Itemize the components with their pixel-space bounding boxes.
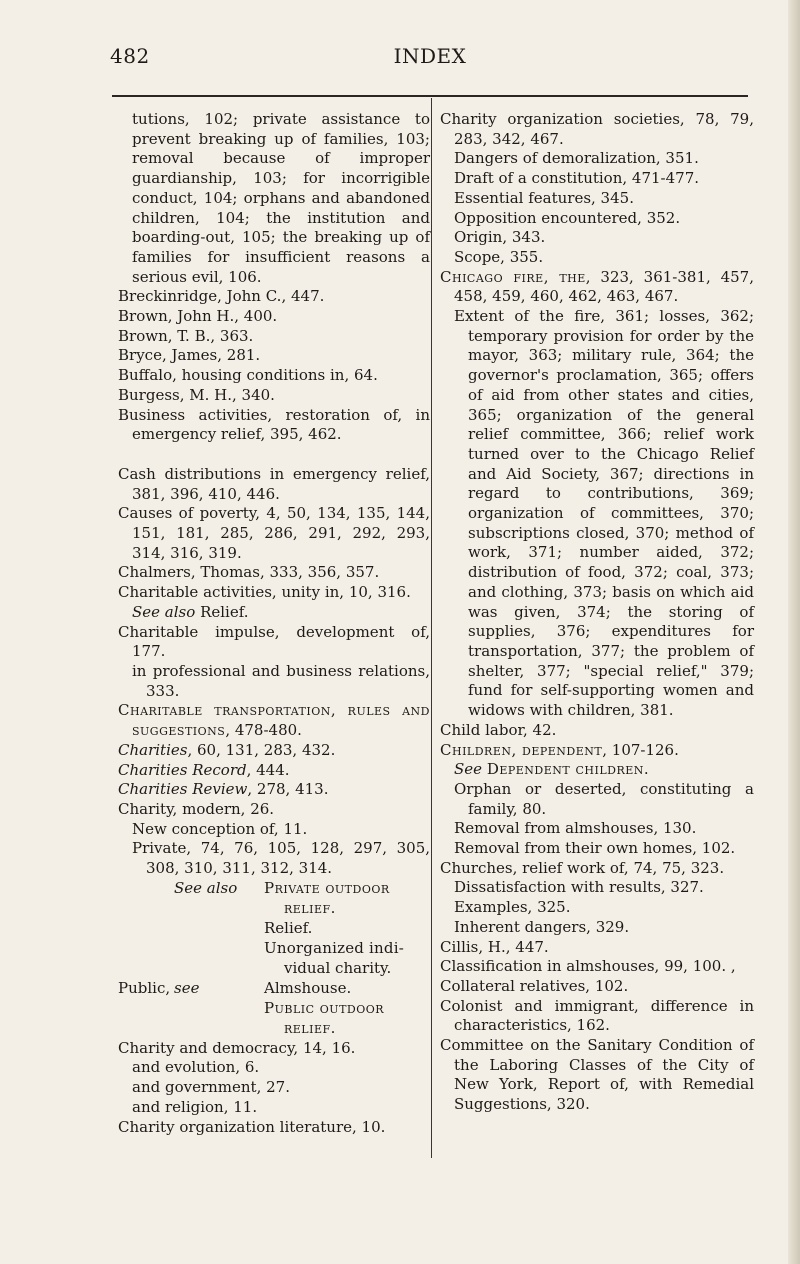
index-entry: Brown, John H., 400. — [118, 307, 278, 326]
entry-heading: Charities Review — [118, 780, 248, 799]
index-entry: Charity organization literature, 10. — [118, 1117, 386, 1136]
index-entry: Dissatisfaction with results, 327. — [454, 878, 704, 897]
index-entry — [118, 701, 430, 740]
index-entry: Dangers of demoralization, 351. — [454, 149, 699, 168]
index-entry: Examples, 325. — [454, 898, 571, 917]
index-entry: Cillis, H., 447. — [440, 937, 549, 956]
index-entry: Inherent dangers, 329. — [454, 917, 630, 936]
see-private-outdoor: Private outdoor — [264, 878, 390, 897]
entry-heading: Charities Record — [118, 760, 247, 779]
public-label: Public, — [118, 978, 171, 997]
index-entry: Origin, 343. — [454, 228, 546, 247]
index-entry: Opposition encountered, 352. — [454, 208, 681, 227]
see-also-block — [118, 879, 430, 1039]
index-entry: Charitable impulse, development of, 177. — [118, 622, 430, 661]
see-label: See — [454, 760, 483, 779]
index-column-left — [118, 110, 430, 1137]
index-entry: Child labor, 42. — [440, 720, 557, 739]
entry-heading: Charities — [118, 740, 188, 759]
index-entry: Cash distributions in emergency relief, 381, 396, 410, 446. — [118, 464, 430, 503]
index-entry: Committee on the Sanitary Condition of the Laboring Classes of the City of New York, Report of, with Remedial Suggestions, 320. — [440, 1036, 754, 1114]
index-entry: Breckinridge, John C., 447. — [118, 287, 325, 306]
index-entry: tutions, 102; private assistance to prevent breaking up of families, 103; removal because of improper guardianship, 103; for incorrigible conduct, 104; orphans and abandoned children, 104; the institution and boarding-out, 105; the breaking up of families for insufficient reasons a serious evil, 106. — [132, 110, 430, 286]
index-entry: Classification in almshouses, 99, 100. , — [440, 957, 736, 976]
entry-heading: Charitable transportation, rules and suggestions — [118, 701, 430, 740]
index-entry: Removal from almshouses, 130. — [454, 819, 697, 838]
index-column-right — [440, 110, 754, 1115]
index-entry: Scope, 355. — [454, 247, 544, 266]
entry-text: , 478-480. — [225, 721, 302, 740]
index-entry: Brown, T. B., 363. — [118, 326, 254, 345]
index-entry: Charitable activities, unity in, 10, 316. — [118, 583, 411, 602]
entry-heading: Chicago fire, the — [440, 267, 586, 286]
index-entry: Charity organization societies, 78, 79, 283, 342, 467. — [440, 110, 754, 148]
entry-gap — [118, 445, 430, 465]
see-almshouse: Almshouse. — [264, 978, 352, 997]
index-entry: Chalmers, Thomas, 333, 356, 357. — [118, 563, 380, 582]
index-entry: Charity and democracy, 14, 16. — [118, 1038, 356, 1057]
see-also-label: See also — [174, 878, 238, 897]
index-entry: Orphan or deserted, constituting a family, 80. — [454, 779, 754, 818]
index-entry: Removal from their own homes, 102. — [454, 839, 736, 858]
page-header — [110, 44, 750, 74]
index-entry: and religion, 11. — [132, 1097, 258, 1116]
entry-text: Relief. — [200, 602, 249, 621]
index-entry — [132, 603, 430, 623]
index-entry: Essential features, 345. — [454, 188, 634, 207]
index-entry: Private, 74, 76, 105, 128, 297, 305, 308, 310, 311, 312, 314. — [132, 839, 430, 878]
entry-text: , 444. — [246, 760, 290, 779]
page-title: INDEX — [393, 44, 467, 68]
index-entry: Churches, relief work of, 74, 75, 323. — [440, 858, 725, 877]
index-entry: Buffalo, housing conditions in, 64. — [118, 366, 378, 385]
index-entry — [440, 268, 754, 307]
index-entry: Bryce, James, 281. — [118, 346, 261, 365]
public-see: see — [174, 978, 200, 997]
entry-heading: Children, dependent — [440, 740, 603, 759]
column-divider — [431, 98, 432, 1158]
index-entry — [454, 760, 754, 780]
index-entry: Charity, modern, 26. — [118, 799, 275, 818]
entry-text: , 323, 361-381, 457, 458, 459, 460, 462, 463, 467. — [454, 267, 754, 306]
index-entry: Burgess, M. H., 340. — [118, 385, 275, 404]
see-public-outdoor: Public outdoor — [264, 998, 385, 1017]
index-entry — [118, 780, 430, 800]
index-entry: Colonist and immigrant, difference in characteristics, 162. — [440, 996, 754, 1035]
page-number: 482 — [110, 44, 150, 68]
index-entry: in professional and business relations, 333. — [132, 661, 430, 700]
see-relief: Relief. — [264, 918, 313, 937]
see-also-label: See also — [132, 602, 196, 621]
index-entry: and government, 27. — [132, 1078, 290, 1097]
entry-text: , 107-126. — [602, 740, 679, 759]
see-unorganized: Unorganized indi- — [264, 938, 404, 957]
page-edge — [788, 0, 800, 1264]
entry-text: , 60, 131, 283, 432. — [187, 740, 336, 759]
index-entry: and evolution, 6. — [132, 1058, 260, 1077]
index-entry: Collateral relatives, 102. — [440, 976, 629, 995]
see-public-outdoor-relief: relief. — [284, 1018, 336, 1037]
entry-text: . — [643, 760, 649, 779]
index-entry — [118, 761, 430, 781]
index-entry — [118, 741, 430, 761]
see-private-outdoor-relief: relief. — [284, 898, 336, 917]
index-entry: Business activities, restoration of, in emergency relief, 395, 462. — [118, 405, 430, 444]
index-entry: Causes of poverty, 4, 50, 134, 135, 144, 151, 181, 285, 286, 291, 292, 293, 314, 316, 319. — [118, 504, 430, 562]
see-unorganized-cont: vidual charity. — [284, 958, 392, 977]
entry-heading: Dependent children — [486, 760, 644, 779]
header-rule — [112, 95, 748, 97]
entry-text: , 278, 413. — [247, 780, 329, 799]
index-entry: Extent of the fire, 361; losses, 362; temporary provision for order by the mayor, 363; military rule, 364; the governor's proclamation, 365; offers of aid from other states and cities, 365; organization of the general relief committee, 366; relief work turned over to the Chicago Relief and Aid Society, 367; directions in regard to contributions, 369; organization of committees, 370; subscriptions closed, 370; method of work, 371; number aided, 372; distribution of food, 372; coal, 373; and clothing, 373; basis on which aid was given, 374; the storing of supplies, 376; expenditures for transportation, 377; the problem of shelter, 377; "special relief," 379; fund for self-supporting women and widows with children, 381. — [454, 307, 754, 720]
index-entry — [440, 741, 754, 761]
index-entry: Draft of a constitution, 471-477. — [454, 169, 700, 188]
index-entry: New conception of, 11. — [132, 819, 308, 838]
